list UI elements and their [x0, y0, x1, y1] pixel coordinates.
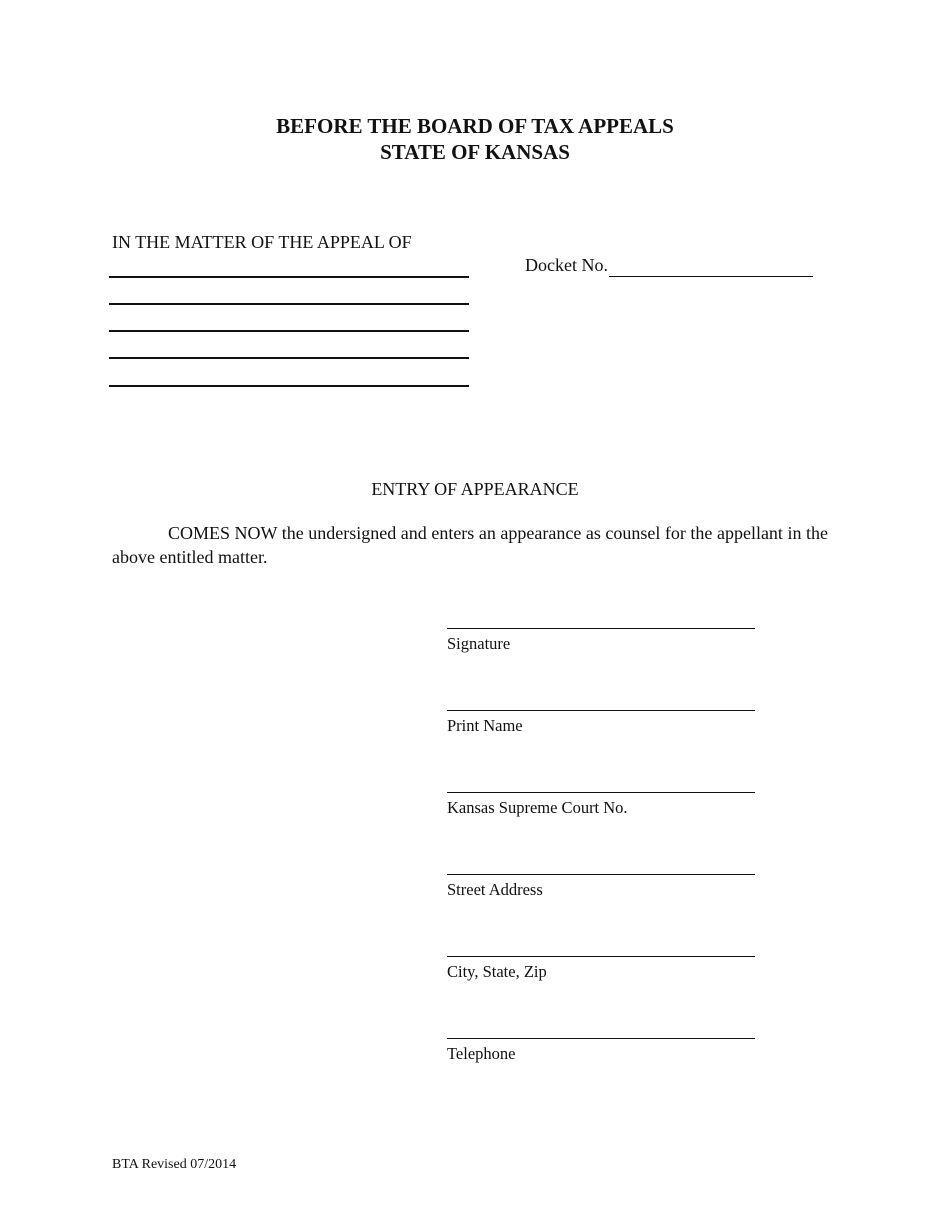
- state-heading: STATE OF KANSAS: [380, 140, 570, 164]
- street-address-line[interactable]: [447, 874, 755, 875]
- print-name-line[interactable]: [447, 710, 755, 711]
- docket-label: Docket No.: [525, 255, 608, 275]
- telephone-line[interactable]: [447, 1038, 755, 1039]
- appellant-name-line-2[interactable]: [109, 303, 469, 305]
- docket-number-field[interactable]: [609, 258, 813, 277]
- matter-label: IN THE MATTER OF THE APPEAL OF: [112, 232, 412, 252]
- signature-line[interactable]: [447, 628, 755, 629]
- city-state-zip-line[interactable]: [447, 956, 755, 957]
- appellant-name-line-3[interactable]: [109, 330, 469, 332]
- appearance-statement: COMES NOW the undersigned and enters an appearance as counsel for the appellant in the above entitled matter.: [112, 523, 828, 567]
- telephone-label: Telephone: [447, 1044, 516, 1063]
- city-state-zip-label: City, State, Zip: [447, 962, 547, 981]
- board-heading: BEFORE THE BOARD OF TAX APPEALS: [276, 114, 674, 138]
- appellant-name-line-5[interactable]: [109, 385, 469, 387]
- revision-footer: BTA Revised 07/2014: [112, 1157, 237, 1172]
- supreme-court-number-line[interactable]: [447, 792, 755, 793]
- street-address-label: Street Address: [447, 880, 543, 899]
- signature-label: Signature: [447, 634, 511, 653]
- appellant-name-line-1[interactable]: [109, 276, 469, 278]
- appellant-name-line-4[interactable]: [109, 357, 469, 359]
- supreme-court-number-label: Kansas Supreme Court No.: [447, 798, 628, 817]
- docket-number: [525, 253, 813, 277]
- entry-of-appearance-title: ENTRY OF APPEARANCE: [371, 479, 579, 499]
- print-name-label: Print Name: [447, 716, 523, 735]
